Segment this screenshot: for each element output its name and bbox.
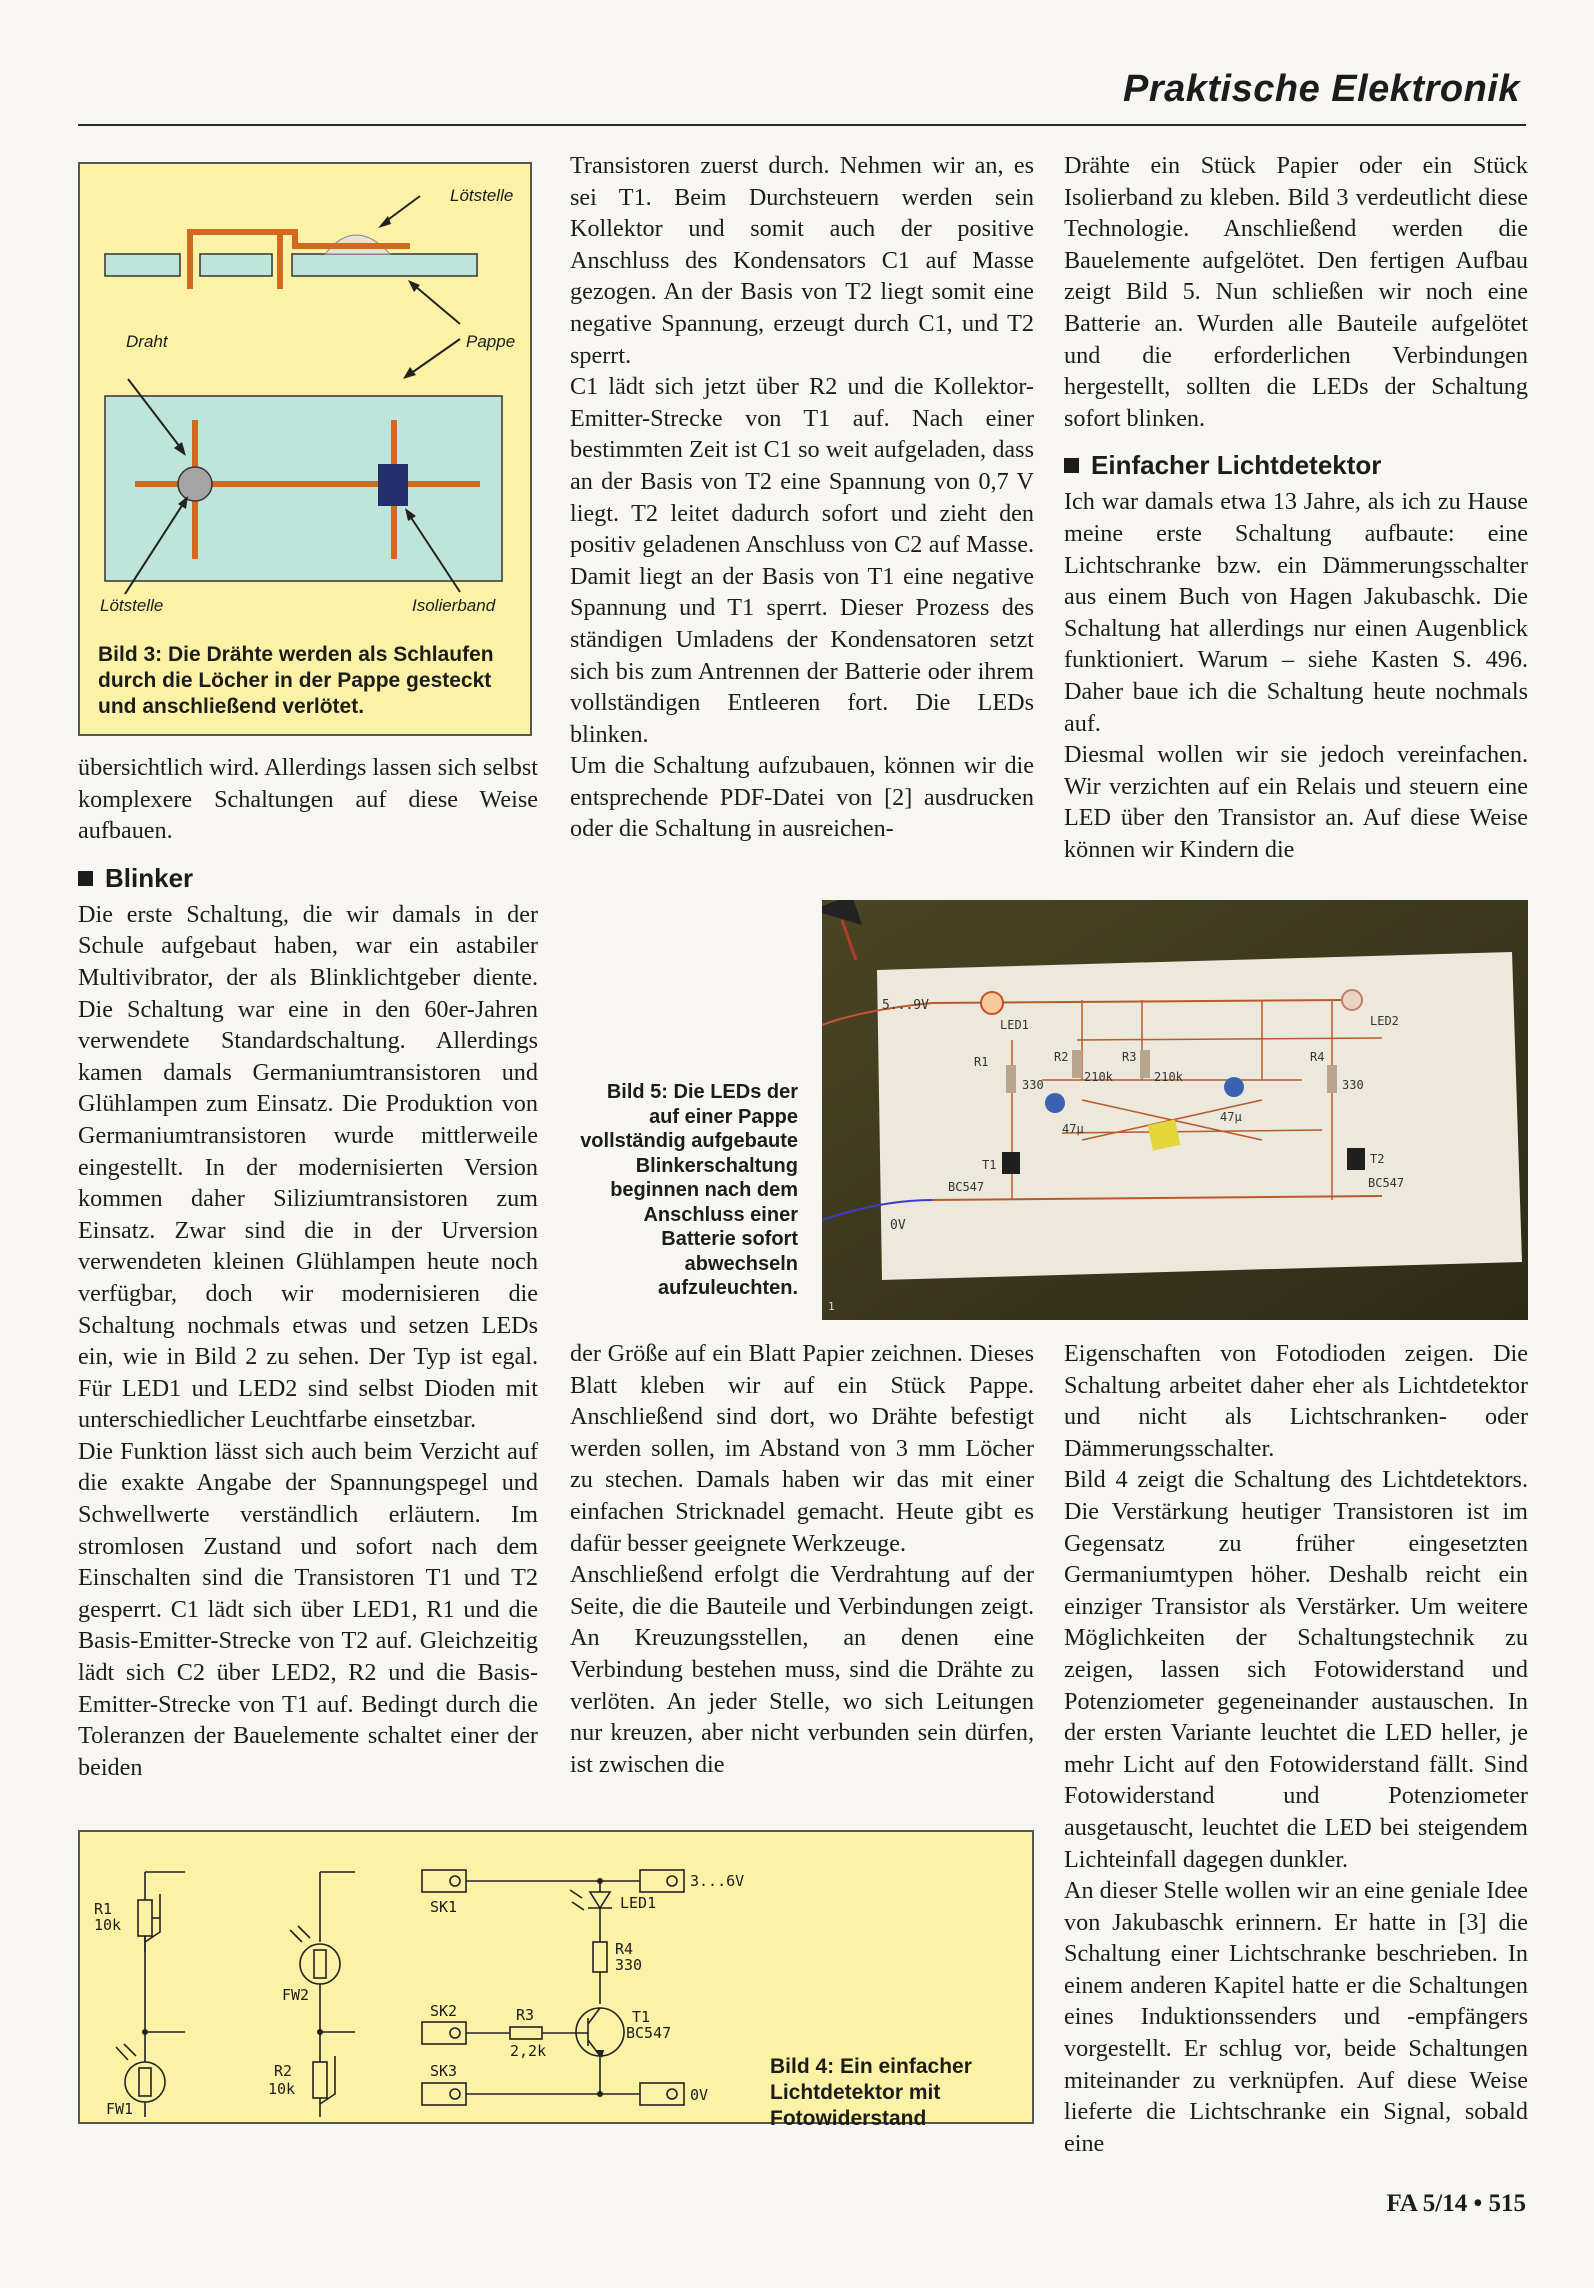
photo-label-led1: LED1 [1000, 1018, 1029, 1032]
photo-label-c1: 47µ [1062, 1122, 1084, 1136]
figure-3-diagram [80, 164, 530, 624]
label-isolierband: Isolierband [412, 596, 496, 615]
page-footer: FA 5/14 • 515 [1386, 2190, 1526, 2217]
schematic-label-r3: R3 [516, 2006, 535, 2024]
schematic-label-supply: 3...6V [690, 1872, 745, 1890]
col1-paragraph-1: übersichtlich wird. Allerdings lassen sich selbst komplexere Schaltungen auf diese Weise aufbauen. [78, 754, 538, 845]
schematic-label-t1: T1 [632, 2008, 651, 2026]
schematic-label-fw1: FW1 [106, 2100, 134, 2118]
schematic-label-t1-type: BC547 [626, 2024, 672, 2042]
label-draht: Draht [126, 332, 168, 351]
page-header [78, 60, 1526, 126]
col3-paragraph-1: Drähte ein Stück Papier oder ein Stück Isolierband zu kleben. Bild 3 verdeutlicht diese Technologie. Anschließend werden die Bauelemente aufgelötet. Den fertigen Aufbau zeigt Bild 5. Nun schließen wir noch eine Batterie an. Wurden alle Bauteile aufgelötet und die erforderlichen Verbindungen hergestellt, sollten die LEDs der Schaltung sofort blinken. [1064, 152, 1528, 432]
schematic-label-r1-value: 10k [94, 1916, 122, 1934]
column-2-top [570, 150, 1034, 845]
photo-label-led2: LED2 [1370, 1014, 1399, 1028]
bullet-square-icon [1064, 458, 1079, 473]
col3-paragraph-4: Eigenschaften von Fotodioden zeigen. Die Schaltung arbeitet daher eher als Lichtdetektor und nicht als Lichtschranken- oder Dämmerungsschalter. [1064, 1340, 1528, 1462]
photo-label-r4: R4 [1310, 1050, 1325, 1064]
figure-5-photo [822, 900, 1528, 1320]
figure-3 [78, 162, 532, 736]
schematic-label-sk1: SK1 [430, 1898, 458, 1916]
heading-lichtdetektor [1064, 448, 1528, 482]
label-loetstelle-bottom: Lötstelle [100, 596, 164, 615]
photo-label-r4-value: 330 [1342, 1078, 1364, 1092]
col3-paragraph-5: Bild 4 zeigt die Schaltung des Lichtdetektors. Die Verstärkung heutiger Transistoren ist im Gegensatz zu früher eingesetzten Germaniumtypen höher. Deshalb reicht ein einziger Transistor als Verstärker. Um weitere Möglichkeiten der Schaltungstechnik zu zeigen, lassen sich Fotowiderstand und Potenziometer gegeneinander austauschen. In der ersten Variante leuchtet die LED heller, je mehr Licht auf den Fotowiderstand fällt. Sind Fotowiderstand und Potenziometer ausgetauscht, leuchtet die LED bei steigendem Lichteinfall dagegen dunkler. [1064, 1466, 1528, 1873]
photo-label-t1-type: BC547 [948, 1180, 985, 1194]
col3-paragraph-2: Ich war damals etwa 13 Jahre, als ich zu Hause meine erste Schaltung aufbaute: eine Lichtschranke bzw. ein Dämmerungsschalter aus einem Buch von Hagen Jakubaschk. Die Schaltung hat allerdings nur einen Augenblick funktioniert. Warum – siehe Kasten S. 496. Daher baue ich die Schaltung heute nochmals auf. [1064, 488, 1528, 737]
col2-paragraph-2: C1 lädt sich jetzt über R2 und die Kollektor-Emitter-Strecke von T1 auf. Nach einer bestimmten Zeit ist C1 so weit aufgeladen, dass an der Basis von T2 eine Spannung von 0,7 V liegt. T2 leitet dadurch sofort und zieht den positiv geladenen Anschluss von C2 auf Masse. Damit liegt an der Basis von T1 eine negative Spannung und T1 sperrt. Dieser Prozess des ständigen Umladens der Kondensatoren setzt sich bis zum Antrennen der Batterie oder ihrem vollständigen Entleeren fort. Die LEDs blinken. [570, 373, 1034, 748]
bullet-square-icon [78, 871, 93, 886]
schematic-label-r4: R4 [615, 1940, 634, 1958]
col1-paragraph-2: Die erste Schaltung, die wir damals in der Schule aufgebaut haben, war ein astabiler Multivibrator, der als Blinklichtgeber diente. Die Schaltung war eine in den 60er-Jahren verwendete Standardschaltung. Allerdings kamen damals Germaniumtransistoren und Glühlampen zum Einsatz. Die Produktion von Germaniumtransistoren wurde mittlerweile eingestellt. In der modernisierten Version kommen daher Siliziumtransistoren zum Einsatz. Zwar sind die in der Urversion verwendeten kleinen Glühlampen heute noch verfügbar, doch wir modernisieren die Schaltung nochmals etwas und setzen LEDs ein, wie in Bild 2 zu sehen. Der Typ ist egal. Für LED1 und LED2 sind selbst Dioden mit unterschiedlicher Leuchtfarbe einsetzbar. [78, 900, 538, 1434]
schematic-label-fw2: FW2 [282, 1986, 310, 2004]
photo-label-t1: T1 [982, 1158, 997, 1172]
col2-paragraph-3: Um die Schaltung aufzubauen, können wir die entsprechende PDF-Datei von [2] ausdrucken oder die Schaltung in ausreichen- [570, 752, 1034, 843]
photo-label-r1: R1 [974, 1055, 989, 1069]
photo-label-r2-value: 210k [1084, 1070, 1113, 1084]
photo-label-t2: T2 [1370, 1152, 1385, 1166]
photo-label-c2: 47µ [1220, 1110, 1242, 1124]
schematic-label-r2-value: 10k [268, 2080, 296, 2098]
column-2-bottom [570, 1338, 1034, 1780]
photo-label-r3: R3 [1122, 1050, 1137, 1064]
col2-paragraph-5: Anschließend erfolgt die Verdrahtung auf der Seite, die die Bauteile und Verbindungen zeigt. An Kreuzungsstellen, an denen eine Verbindung bestehen muss, sind die Drähte zu verlöten. An jeder Stelle, wo sich Leitungen nur kreuzen, aber nicht verbunden sein dürfen, ist zwischen die [570, 1561, 1034, 1778]
column-3-top [1064, 150, 1528, 865]
heading-lichtdetektor-text: Einfacher Lichtdetektor [1091, 450, 1382, 481]
col3-paragraph-6: An dieser Stelle wollen wir an eine geniale Idee von Jakubaschk erinnern. Er hatte in [3] die Schaltung einer Lichtschranke beschrieben. In einem anderen Kapitel hatte er die Schaltungen eines Induktionssenders und -empfängers vorgestellt. Er schlug vor, beide Schaltungen miteinander zu verknüpfen. Auf diese Weise lieferte die Lichtschranke ein Signal, sobald eine [1064, 1877, 1528, 2157]
col2-paragraph-1: Transistoren zuerst durch. Nehmen wir an, es sei T1. Beim Durchsteuern werden sein Kollektor und somit auch der positive Anschluss des Kondensators C1 auf Masse gezogen. An der Basis von T2 liegt somit eine negative Spannung, erzeugt durch C1, und T2 sperrt. [570, 152, 1034, 369]
column-1 [78, 752, 538, 1783]
photo-corner-number: 1 [828, 1300, 835, 1313]
photo-label-supply: 5...9V [882, 998, 929, 1013]
schematic-label-sk3: SK3 [430, 2062, 458, 2080]
heading-blinker-text: Blinker [105, 862, 194, 893]
label-pappe: Pappe [466, 332, 516, 351]
col1-paragraph-3: Die Funktion lässt sich auch beim Verzicht auf die exakte Angabe der Spannungspegel und Schwellwerte verständlich erläutern. Im stromlosen Zustand und sofort nach dem Einschalten sind die Transistoren T1 und T2 gesperrt. C1 lädt sich über LED1, R1 und die Basis-Emitter-Strecke von T2 auf. Gleichzeitig lädt sich C2 über LED2, R2 und die Basis-Emitter-Strecke von T1 auf. Bedingt durch die Toleranzen der Bauelemente schaltet einer der beiden [78, 1437, 538, 1781]
schematic-label-r4-value: 330 [615, 1956, 643, 1974]
figure-5-caption: Bild 5: Die LEDs der auf einer Pappe vollständig aufgebaute Blinkerschaltung beginnen nach dem Anschluss einer Batterie sofort abwechseln aufzuleuchten. [580, 1081, 798, 1299]
figure-3-caption: Bild 3: Die Drähte werden als Schlaufen durch die Löcher in der Pappe gesteckt und anschließend verlötet. [98, 643, 494, 718]
figure-4 [78, 1830, 1034, 2130]
schematic-label-ground: 0V [690, 2086, 709, 2104]
schematic-label-r1: R1 [94, 1900, 113, 1918]
photo-label-r3-value: 210k [1154, 1070, 1183, 1084]
schematic-label-r2: R2 [274, 2062, 293, 2080]
column-3-bottom [1064, 1338, 1528, 2159]
heading-blinker [78, 861, 538, 895]
schematic-label-r3-value: 2,2k [510, 2042, 547, 2060]
photo-label-r1-value: 330 [1022, 1078, 1044, 1092]
breadboard-photo [822, 900, 1528, 1320]
photo-label-r2: R2 [1054, 1050, 1069, 1064]
col2-paragraph-4: der Größe auf ein Blatt Papier zeichnen. Dieses Blatt kleben wir auf ein Stück Pappe. Anschließend sind dort, wo Drähte befestigt werden sollen, im Abstand von 3 mm Löcher zu stechen. Damals haben wir das mit einer einfachen Stricknadel gemacht. Heute gibt es dafür besser geeignete Werkzeuge. [570, 1340, 1034, 1557]
col3-paragraph-3: Diesmal wollen wir sie jedoch vereinfachen. Wir verzichten auf ein Relais und steuern eine LED über den Transistor an. Auf diese Weise können wir Kindern die [1064, 741, 1528, 863]
figure-4-caption: Bild 4: Ein einfacher Lichtdetektor mit Fotowiderstand [770, 2055, 972, 2130]
photo-label-t2-type: BC547 [1368, 1176, 1405, 1190]
section-title: Praktische Elektronik [1122, 68, 1520, 110]
label-loetstelle-top: Lötstelle [450, 186, 514, 205]
schematic-label-led1: LED1 [620, 1894, 657, 1912]
schematic-label-sk2: SK2 [430, 2002, 458, 2020]
photo-label-gnd: 0V [890, 1218, 906, 1233]
